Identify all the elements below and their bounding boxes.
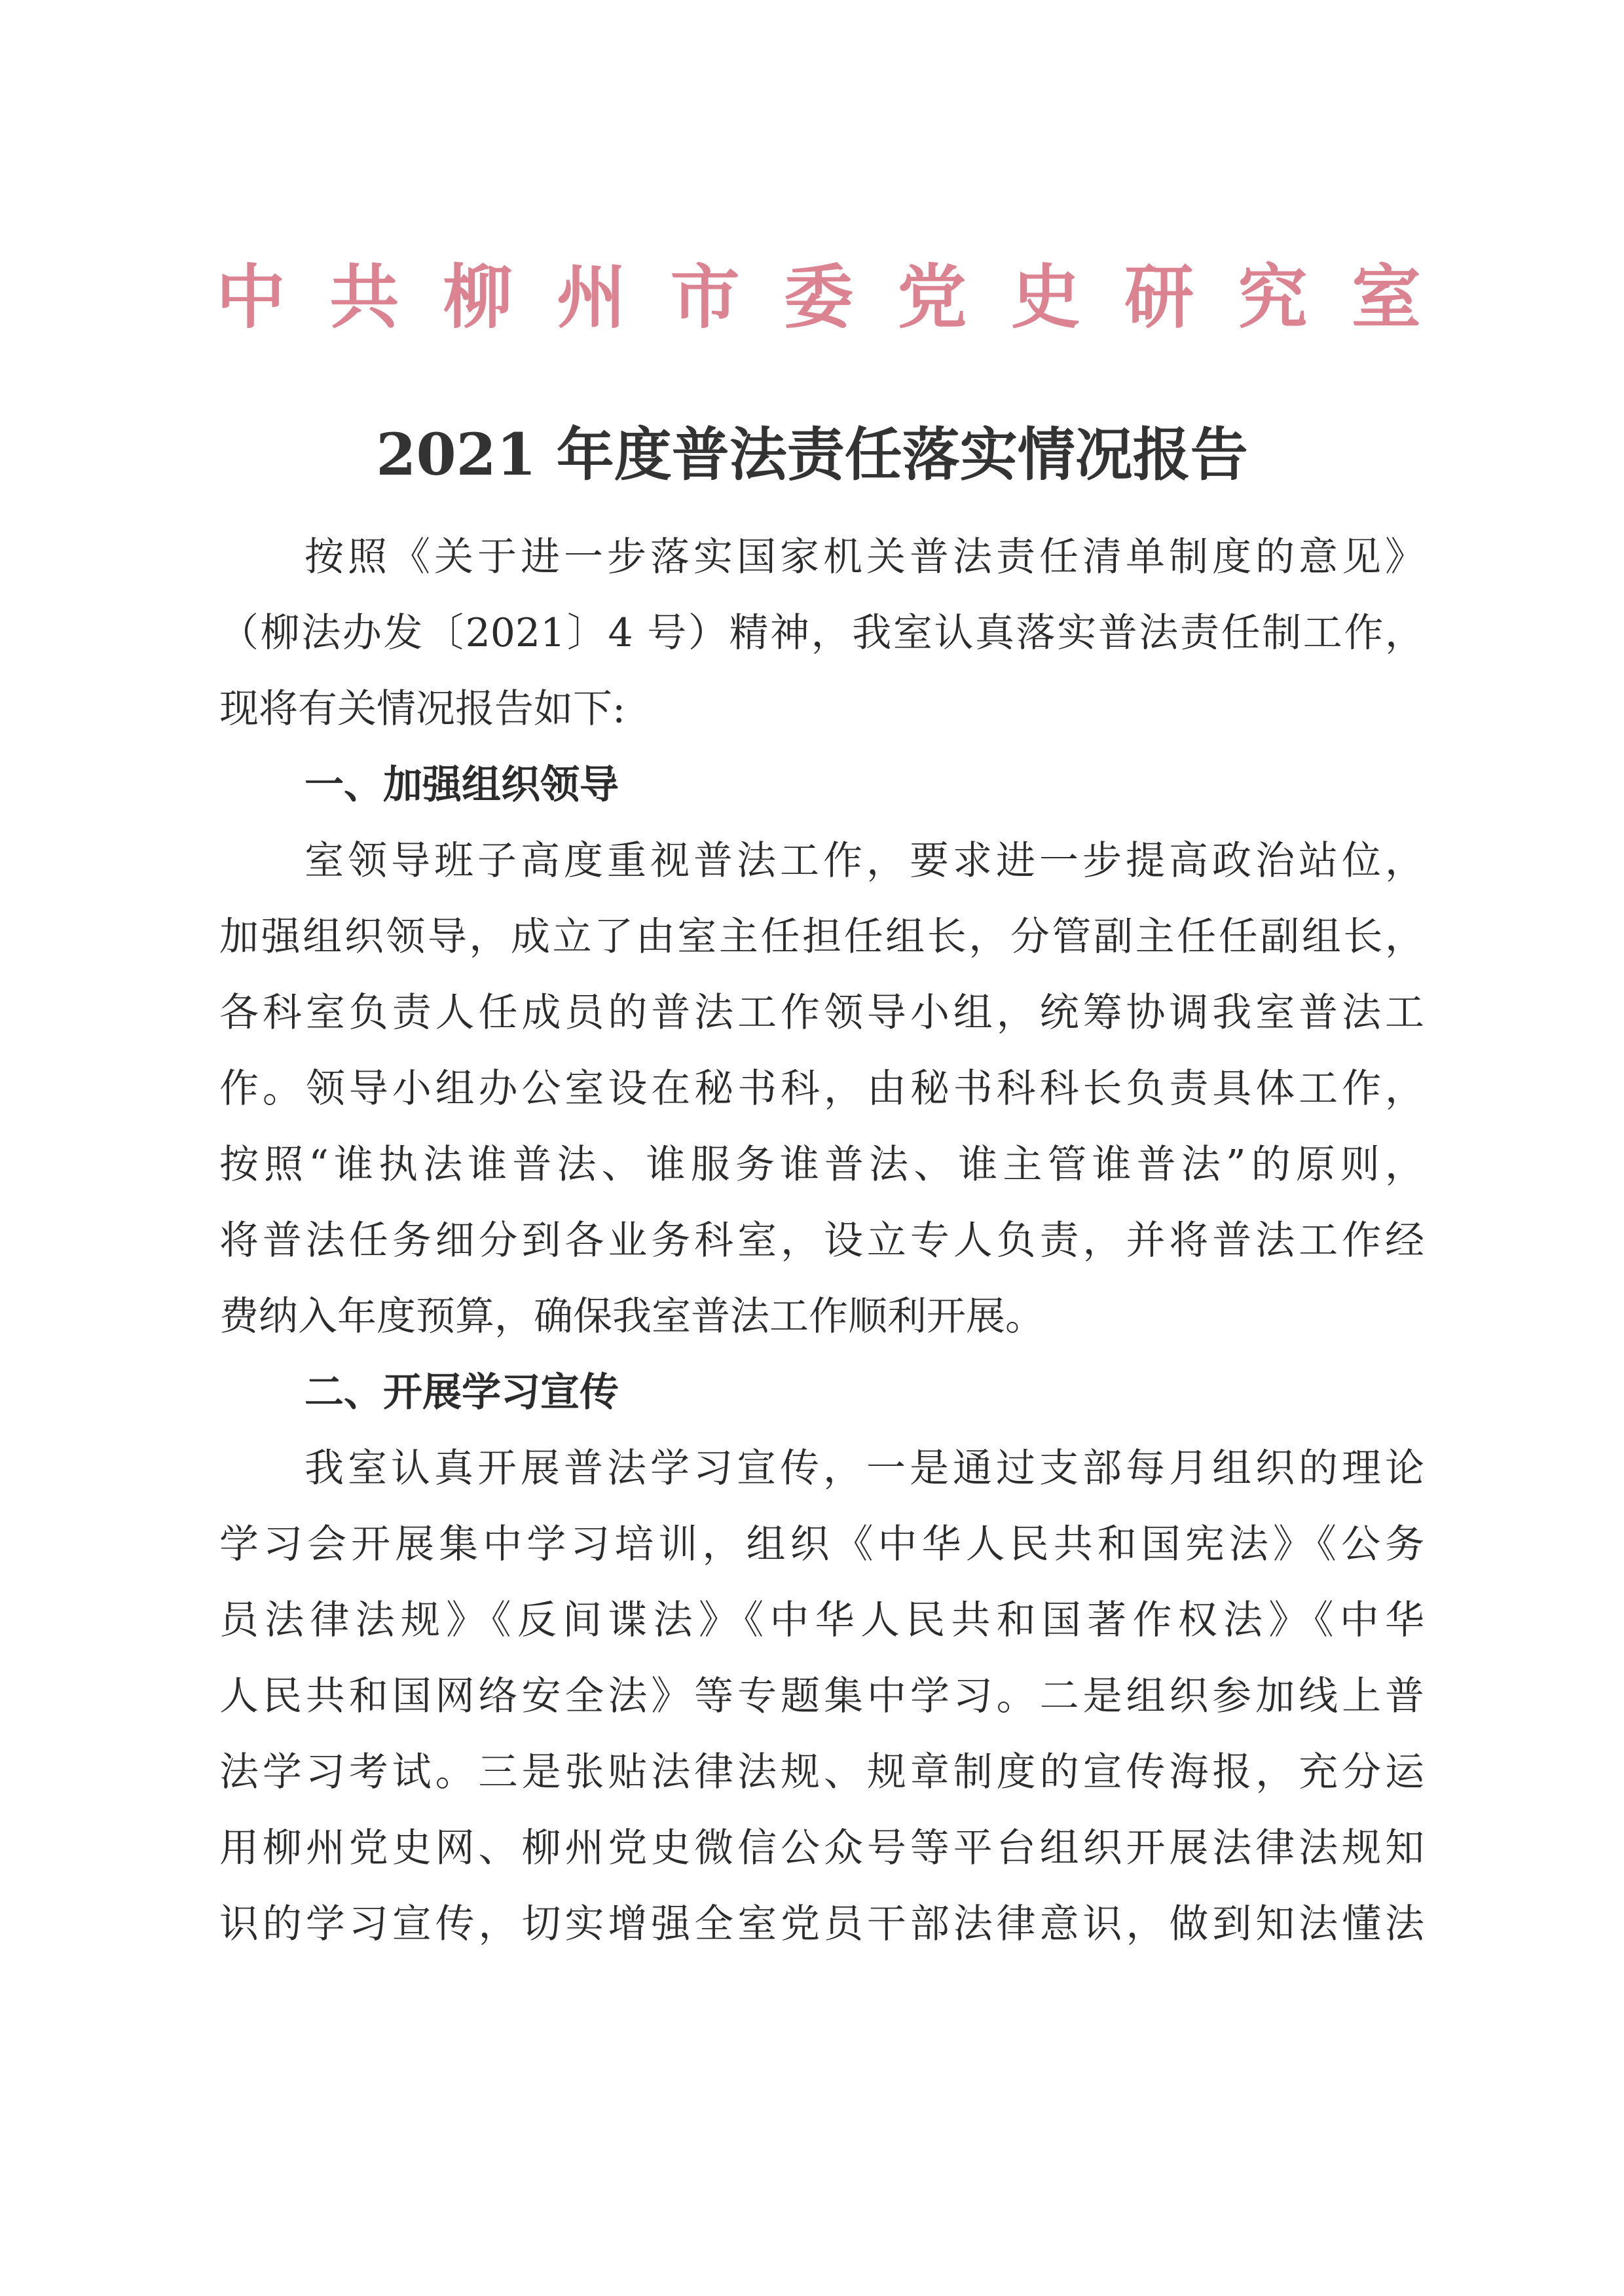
org-header-char: 室 [1351,257,1421,338]
paragraph-line: 室领导班子高度重视普法工作，要求进一步提高政治站位， [304,838,1424,884]
org-header-char: 史 [1010,257,1080,338]
org-header-char: 委 [783,257,853,338]
paragraph-line: 各科室负责人任成员的普法工作领导小组，统筹协调我室普法工 [219,990,1424,1036]
paragraph-line: 按照“谁执法谁普法、谁服务谁普法、谁主管谁普法”的原则， [219,1142,1424,1188]
org-header-char: 党 [897,257,967,338]
org-header-char: 中 [216,257,286,338]
section-heading-1: 一、加强组织领导 [304,762,619,808]
org-header-char: 州 [557,257,627,338]
paragraph-line: 人民共和国网络安全法》等专题集中学习。二是组织参加线上普 [219,1673,1424,1719]
org-header-char: 市 [670,257,740,338]
org-header-char: 柳 [443,257,513,338]
paragraph-line: 我室认真开展普法学习宣传，一是通过支部每月组织的理论 [304,1446,1424,1491]
section-1-paragraph [219,823,1424,1355]
paragraph-line: 加强组织领导，成立了由室主任担任组长，分管副主任任副组长， [219,914,1424,960]
document-title: 2021 年度普法责任落实情况报告 [376,420,1248,488]
section-2-paragraph [219,1430,1424,1962]
paragraph-line: 费纳入年度预算，确保我室普法工作顺利开展。 [219,1294,1044,1339]
org-header [216,252,1421,344]
org-header-char: 研 [1124,257,1194,338]
paragraph-line: 作。领导小组办公室设在秘书科，由秘书科科长负责具体工作， [219,1066,1424,1112]
paragraph-line: （柳法办发〔2021〕4 号）精神，我室认真落实普法责任制工作， [219,610,1424,656]
paragraph-line: 用柳州党史网、柳州党史微信公众号等平台组织开展法律法规知 [219,1825,1424,1871]
paragraph-line: 学习会开展集中学习培训，组织《中华人民共和国宪法》《公务 [219,1522,1424,1567]
org-header-char: 共 [329,257,399,338]
org-header-char: 究 [1238,257,1308,338]
paragraph-line: 法学习考试。三是张贴法律法规、规章制度的宣传海报，充分运 [219,1749,1424,1795]
paragraph-line: 员法律法规》《反间谍法》《中华人民共和国著作权法》《中华 [219,1597,1424,1643]
paragraph-line: 识的学习宣传，切实增强全室党员干部法律意识，做到知法懂法 [219,1901,1424,1947]
intro-paragraph [219,519,1424,747]
section-heading-2: 二、开展学习宣传 [304,1370,619,1415]
document-body [219,519,1424,1962]
paragraph-line: 将普法任务细分到各业务科室，设立专人负责，并将普法工作经 [219,1218,1424,1264]
paragraph-line: 现将有关情况报告如下: [219,686,626,732]
paragraph-line: 按照《关于进一步落实国家机关普法责任清单制度的意见》 [304,534,1424,580]
